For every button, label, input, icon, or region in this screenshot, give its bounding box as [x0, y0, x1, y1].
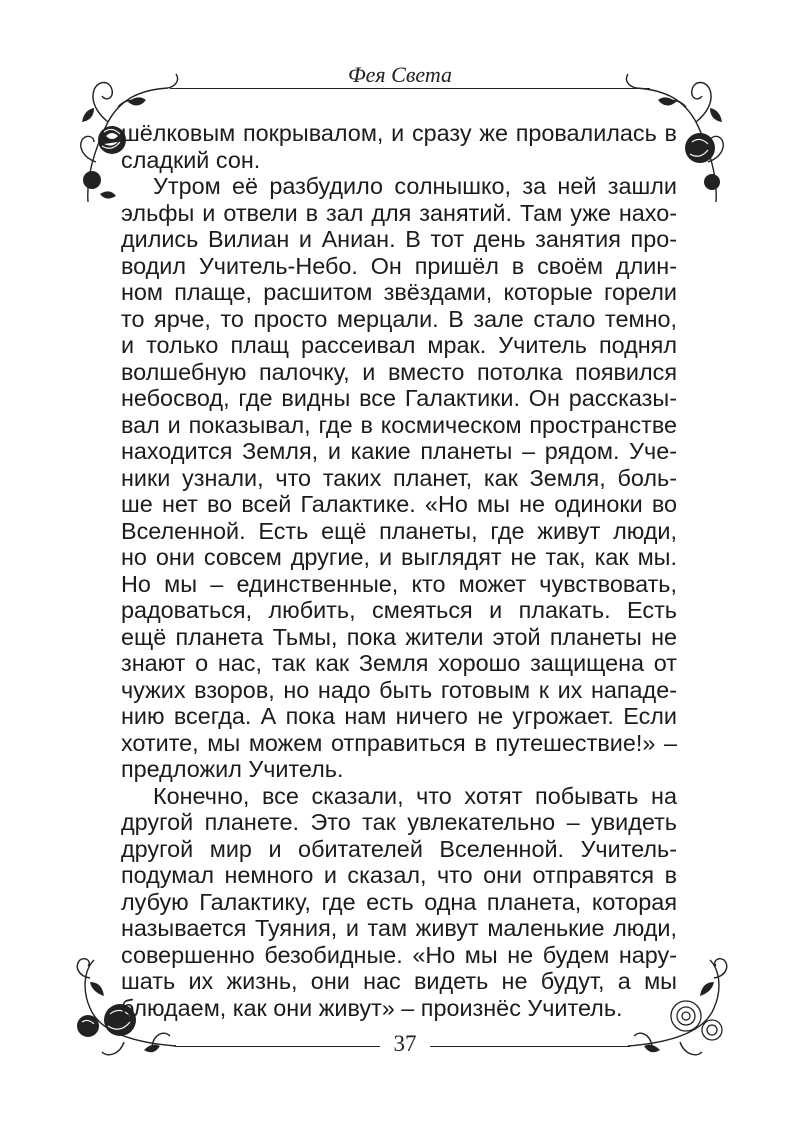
text-line: нию всегда. А пока нам ничего не угрожает. Если [121, 703, 677, 729]
text-line: лубую Галактику, где есть одна планета, которая [121, 888, 677, 915]
text-line: совершенно безобидные. «Но мы не будем нару- [121, 941, 677, 968]
text-line: сладкий сон. [121, 146, 261, 173]
text-line: дились Вилиан и Аниан. В тот день занятия про- [121, 226, 677, 252]
text-line: водил Учитель-Небо. Он пришёл в своём длин- [121, 252, 677, 279]
text-line: Утром её разбудило солнышко, за ней зашли [153, 173, 677, 199]
text-line: знают о нас, так как Земля хорошо защищена от [121, 650, 677, 676]
text-line: шёлковым покрывалом, и сразу же провалилась в [121, 120, 677, 146]
text-line: подумал немного и сказал, что они отправятся в [121, 862, 677, 888]
text-line: то ярче, то просто мерцали. В зале стало темно, [121, 305, 677, 332]
text-line: блюдаем, как они живут» – произнёс Учитель. [121, 994, 623, 1021]
text-line: ше нет во всей Галактике. «Но мы не одиноки во [121, 491, 677, 517]
running-header-title: Фея Света [347, 62, 453, 87]
text-line: другой мир и обитателей Вселенной. Учитель- [121, 835, 677, 862]
text-line: эльфы и отвели в зал для занятий. Там уже нахо- [121, 199, 677, 226]
text-line: но они совсем другие, и выглядят не так, как мы. [121, 544, 677, 570]
text-line: другой планете. Это так увлекательно – увидеть [121, 809, 677, 835]
text-line: шать их жизнь, они нас видеть не будут, а мы [121, 968, 677, 994]
text-line: называется Туяния, и там живут маленькие люди, [121, 915, 677, 941]
text-line: вал и показывал, где в космическом пространстве [121, 411, 677, 438]
header-rule [170, 88, 650, 89]
text-line: Вселенной. Есть ещё планеты, где живут люди, [121, 517, 677, 544]
text-line: волшебную палочку, и вместо потолка появился [121, 358, 677, 385]
text-line: небосвод, где видны все Галактики. Он рассказы- [121, 385, 677, 411]
text-line: и только плащ рассеивал мрак. Учитель поднял [121, 332, 677, 358]
text-line: ещё планета Тьмы, пока жители этой планеты не [121, 623, 677, 650]
footer-rule-left [175, 1046, 380, 1047]
body-text [121, 120, 677, 1021]
text-line: предложил Учитель. [121, 756, 344, 782]
text-line: чужих взоров, но надо быть готовым к их нападе- [121, 676, 677, 703]
text-line: хотите, мы можем отправиться в путешествие!» – [121, 729, 677, 756]
text-line: ном плаще, расшитом звёздами, которые горели [121, 279, 677, 305]
text-line: ники узнали, что таких планет, как Земля, боль- [121, 464, 677, 491]
footer-rule-right [430, 1046, 630, 1047]
page-number: 37 [393, 1031, 417, 1056]
text-line: Конечно, все сказали, что хотят побывать на [153, 782, 677, 809]
text-line: Но мы – единственные, кто может чувствовать, [121, 570, 677, 597]
text-line: радоваться, любить, смеяться и плакать. Есть [121, 597, 677, 623]
text-line: находится Земля, и какие планеты – рядом. Уче- [121, 438, 677, 464]
